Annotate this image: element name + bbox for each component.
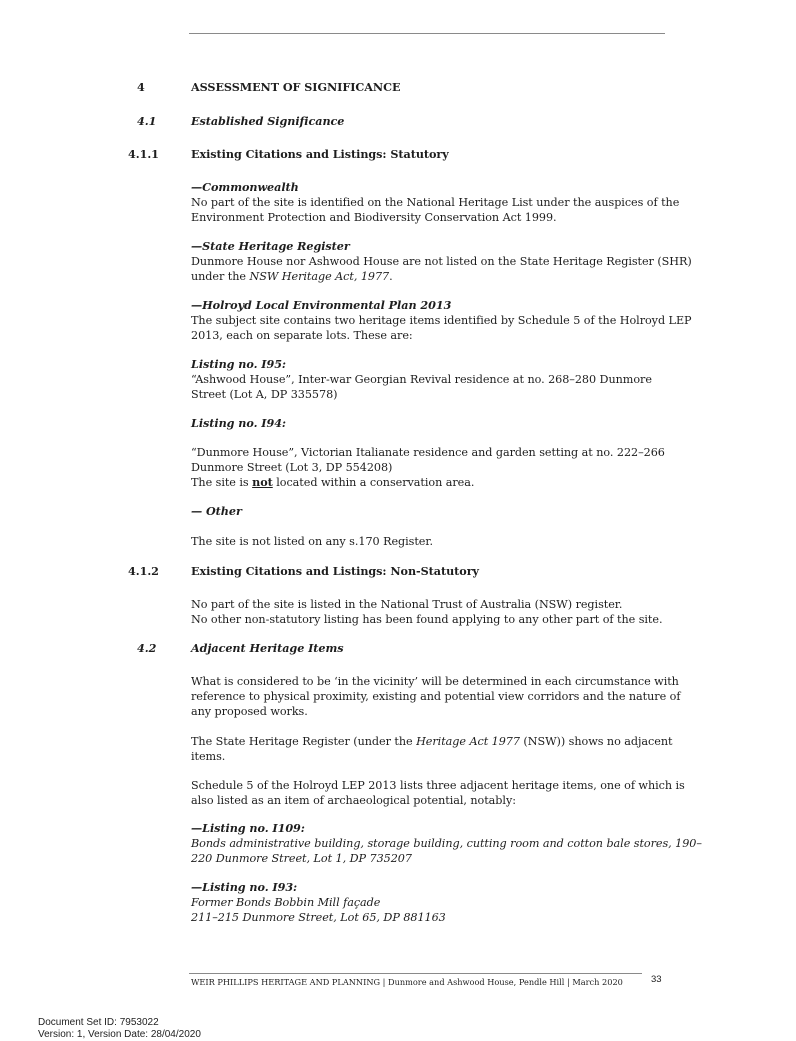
section-number: 4 xyxy=(137,80,145,94)
header-rule xyxy=(189,33,665,34)
paragraph-line: also listed as an item of archaeological potential, notably: xyxy=(191,794,516,807)
paragraph-line: 220 Dunmore Street, Lot 1, DP 735207 xyxy=(191,852,412,865)
paragraph-line: Dunmore House nor Ashwood House are not listed on the State Heritage Register (SHR) xyxy=(191,255,692,268)
paragraph-line: Dunmore Street (Lot 3, DP 554208) xyxy=(191,461,393,474)
lep-label: —Holroyd Local Environmental Plan 2013 xyxy=(191,298,452,312)
emphasis-not: not xyxy=(252,475,273,489)
paragraph-line: under the NSW Heritage Act, 1977. xyxy=(191,270,393,283)
shr-label: —State Heritage Register xyxy=(191,239,350,253)
subsection-heading: Established Significance xyxy=(191,114,345,128)
subsection-heading: Adjacent Heritage Items xyxy=(191,641,344,655)
footer-rule xyxy=(189,973,642,974)
paragraph-line: 211–215 Dunmore Street, Lot 65, DP 881163 xyxy=(191,911,446,924)
paragraph-line: “Ashwood House”, Inter-war Georgian Revival residence at no. 268–280 Dunmore xyxy=(191,373,652,386)
subsubsection-heading: Existing Citations and Listings: Non-Statutory xyxy=(191,564,479,578)
paragraph-line: items. xyxy=(191,750,226,763)
paragraph-line: No part of the site is identified on the National Heritage List under the auspices of the xyxy=(191,196,680,209)
commonwealth-label: —Commonwealth xyxy=(191,180,299,194)
paragraph-line: Schedule 5 of the Holroyd LEP 2013 lists three adjacent heritage items, one of which is xyxy=(191,779,685,792)
paragraph-line: What is considered to be ‘in the vicinity’ will be determined in each circumstance with xyxy=(191,675,679,688)
paragraph-line: No other non-statutory listing has been found applying to any other part of the site. xyxy=(191,613,663,626)
version-info: Version: 1, Version Date: 28/04/2020 xyxy=(38,1029,201,1040)
document-set-id: Document Set ID: 7953022 xyxy=(38,1017,159,1028)
act-title: NSW Heritage Act, 1977 xyxy=(249,270,390,283)
paragraph-line: “Dunmore House”, Victorian Italianate residence and garden setting at no. 222–266 xyxy=(191,446,665,459)
section-heading: ASSESSMENT OF SIGNIFICANCE xyxy=(191,80,401,94)
listing-i93-label: —Listing no. I93: xyxy=(191,880,298,894)
subsubsection-number: 4.1.2 xyxy=(128,564,159,578)
listing-i95-label: Listing no. I95: xyxy=(191,357,287,371)
paragraph-line: 2013, each on separate lots. These are: xyxy=(191,329,413,342)
subsection-number: 4.2 xyxy=(137,641,157,655)
paragraph-line: The site is not listed on any s.170 Register. xyxy=(191,535,433,548)
paragraph-line: any proposed works. xyxy=(191,705,308,718)
footer-text: WEIR PHILLIPS HERITAGE AND PLANNING | Dunmore and Ashwood House, Pendle Hill | March 2020 xyxy=(191,977,623,987)
paragraph-line: Former Bonds Bobbin Mill façade xyxy=(191,896,381,909)
subsection-number: 4.1 xyxy=(137,114,157,128)
page-number: 33 xyxy=(651,974,662,985)
subsubsection-number: 4.1.1 xyxy=(128,147,159,161)
paragraph-line: Bonds administrative building, storage building, cutting room and cotton bale stores, 190– xyxy=(191,837,702,850)
paragraph-line: Street (Lot A, DP 335578) xyxy=(191,388,338,401)
subsubsection-heading: Existing Citations and Listings: Statutory xyxy=(191,147,449,161)
other-label: — Other xyxy=(191,504,242,518)
paragraph-line: Environment Protection and Biodiversity Conservation Act 1999. xyxy=(191,211,557,224)
paragraph-line: The State Heritage Register (under the Heritage Act 1977 (NSW)) shows no adjacent xyxy=(191,735,673,748)
paragraph-line: reference to physical proximity, existing and potential view corridors and the nature of xyxy=(191,690,681,703)
paragraph-line: The site is not located within a conservation area. xyxy=(191,475,475,489)
paragraph-line: The subject site contains two heritage items identified by Schedule 5 of the Holroyd LEP xyxy=(191,314,692,327)
listing-i109-label: —Listing no. I109: xyxy=(191,821,305,835)
act-title: Heritage Act 1977 xyxy=(416,735,520,748)
paragraph-line: No part of the site is listed in the National Trust of Australia (NSW) register. xyxy=(191,598,623,611)
listing-i94-label: Listing no. I94: xyxy=(191,416,287,430)
